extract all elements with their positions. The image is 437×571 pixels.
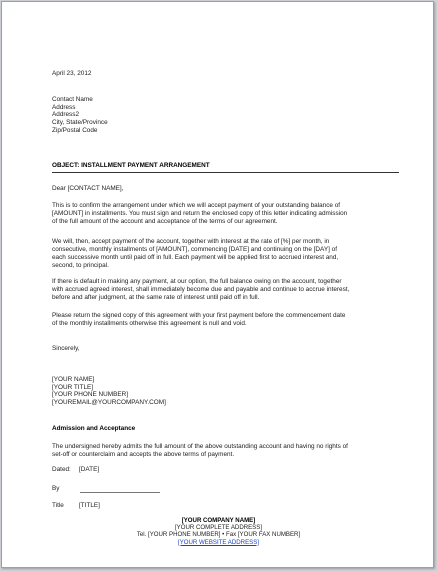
footer-company: [YOUR COMPANY NAME] (181, 517, 256, 524)
signature-line (80, 492, 160, 493)
signature-phone: [YOUR PHONE NUMBER] (52, 391, 128, 399)
letter-date: April 23, 2012 (52, 70, 92, 77)
paragraph-line: consecutive, monthly installments of [AMOUNT], commencing [DATE] and continuing on the [DAY] of (52, 246, 337, 253)
paragraph-4 (52, 312, 397, 328)
paragraph-line: each successive month until paid off in full. Each payment will be applied first to accrued interest and, (52, 254, 339, 261)
dated-value: [DATE] (79, 466, 100, 473)
footer-contact: Tel. [YOUR PHONE NUMBER] • Fax [YOUR FAX NUMBER] (136, 531, 301, 539)
recipient-block (52, 96, 108, 135)
recipient-line: Address (52, 103, 76, 111)
title-label: Title (52, 502, 64, 509)
footer-address: [YOUR COMPLETE ADDRESS] (174, 524, 263, 532)
footer-website-link[interactable]: [YOUR WEBSITE ADDRESS] (178, 538, 259, 546)
paragraph-line: second, to principal. (52, 262, 109, 269)
paragraph-line: [AMOUNT] in installments. You must sign and return the enclosed copy of this letter indicating admission (52, 210, 348, 217)
object-rule (52, 172, 399, 173)
signature-title: [YOUR TITLE] (52, 383, 94, 391)
paragraph-2 (52, 238, 397, 270)
paragraph-line: before and after judgment, at the same rate of interest until paid off in full. (52, 294, 260, 301)
paragraph-line: Please return the signed copy of this agreement with your first payment before the commencement date (52, 312, 346, 319)
signature-email: [YOUREMAIL@YOURCOMPANY.COM] (52, 399, 166, 407)
paragraph-line: of the monthly installments otherwise this agreement is null and void. (52, 320, 247, 327)
title-value: [TITLE] (79, 502, 100, 509)
salutation: Dear [CONTACT NAME], (52, 185, 124, 192)
signature-name: [YOUR NAME] (52, 376, 95, 383)
recipient-line: Zip/Postal Code (52, 126, 98, 134)
acceptance-text (52, 443, 397, 459)
paragraph-1 (52, 202, 397, 226)
acceptance-heading: Admission and Acceptance (52, 425, 136, 432)
footer (2, 517, 435, 546)
paragraph-line: This is to confirm the arrangement under which we will accept payment of your outstanding balance of (52, 202, 341, 209)
paragraph-3 (52, 278, 397, 302)
object-line: OBJECT: INSTALLMENT PAYMENT ARRANGEMENT (52, 162, 210, 169)
paragraph-line: with accrued agreed interest, shall immediately become due and payable and continue to accrue interest, (52, 286, 350, 293)
paragraph-line: We will, then, accept payment of the account, together with interest at the rate of [%] per month, in (52, 238, 330, 245)
dated-label: Dated: (52, 466, 71, 473)
closing: Sincerely, (52, 345, 80, 352)
paragraph-line: set-off or counterclaim and accepts the above terms of payment. (52, 451, 235, 458)
paragraph-line: If there is default in making any payment, at our option, the full balance owing on the account, together (52, 278, 342, 285)
recipient-line: Address2 (52, 111, 79, 119)
recipient-line: City, State/Province (52, 119, 108, 127)
paragraph-line: The undersigned hereby admits the full amount of the above outstanding account and having no rights of (52, 443, 348, 450)
letter-page (1, 1, 434, 568)
paragraph-line: of the full amount of the account and acceptance of the terms of our agreement. (52, 218, 278, 225)
by-label: By (52, 485, 60, 492)
signature-block (52, 376, 166, 407)
recipient-line: Contact Name (52, 96, 93, 103)
